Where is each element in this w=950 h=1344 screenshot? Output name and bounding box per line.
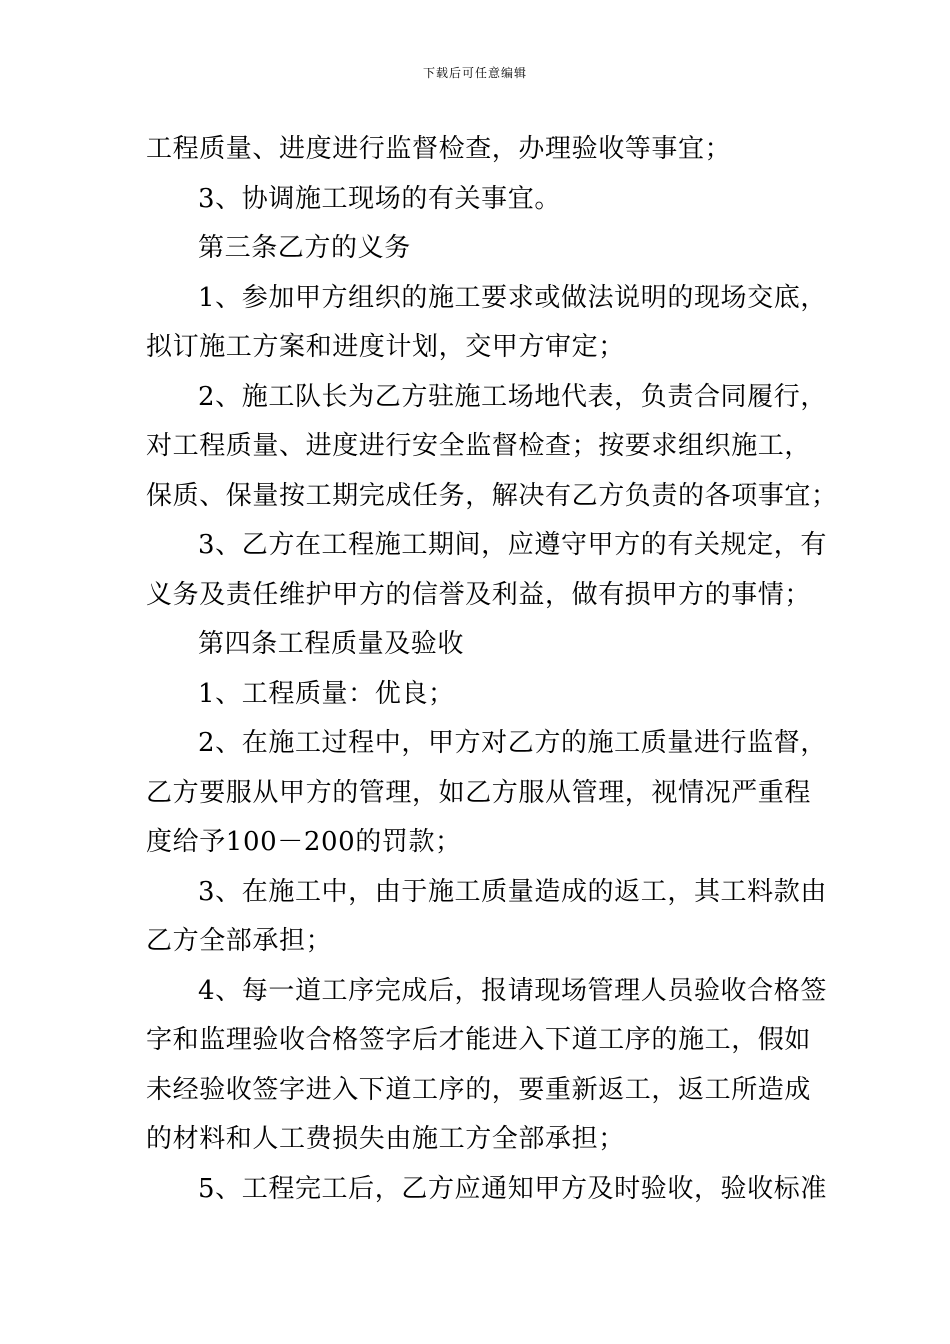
- text-line: 乙方全部承担；: [146, 926, 333, 956]
- text-line: 工程质量、进度进行监督检查，办理验收等事宜；: [146, 134, 732, 164]
- text-line: 3、乙方在工程施工期间，应遵守甲方的有关规定，有: [198, 530, 827, 560]
- text-line: 1、参加甲方组织的施工要求或做法说明的现场交底，: [198, 282, 827, 313]
- text-line: 义务及责任维护甲方的信誉及利益，做有损甲方的事情；: [146, 579, 812, 610]
- page-header: 下载后可任意编辑: [422, 66, 527, 80]
- text-line: 字和监理验收合格签字后才能进入下道工序的施工，假如: [146, 1025, 812, 1055]
- text-line: 3、协调施工现场的有关事宜。: [198, 183, 561, 214]
- text-line: 的材料和人工费损失由施工方全部承担；: [146, 1124, 625, 1154]
- document-body: [146, 125, 838, 1214]
- text-line: 乙方要服从甲方的管理，如乙方服从管理，视情况严重程: [146, 777, 812, 808]
- text-line: 保质、保量按工期完成任务，解决有乙方负责的各项事宜；: [146, 480, 838, 511]
- text-line: 5、工程完工后，乙方应通知甲方及时验收，验收标准: [198, 1173, 827, 1204]
- text-line: 度给予100－200的罚款；: [146, 827, 462, 857]
- text-line: 3、在施工中，由于施工质量造成的返工，其工料款由: [198, 876, 827, 907]
- text-line: 未经验收签字进入下道工序的，要重新返工，返工所造成: [146, 1074, 812, 1105]
- text-line: 2、施工队长为乙方驻施工场地代表，负责合同履行，: [198, 381, 827, 412]
- section-heading: 第四条工程质量及验收: [198, 629, 465, 659]
- text-line: 4、每一道工序完成后，报请现场管理人员验收合格签: [198, 975, 827, 1006]
- text-line: 2、在施工过程中，甲方对乙方的施工质量进行监督，: [198, 728, 827, 758]
- text-line: 拟订施工方案和进度计划，交甲方审定；: [146, 332, 625, 362]
- text-line: 1、工程质量：优良；: [198, 678, 455, 709]
- text-line: 对工程质量、进度进行安全监督检查；按要求组织施工，: [146, 431, 812, 461]
- section-heading: 第三条乙方的义务: [198, 233, 411, 263]
